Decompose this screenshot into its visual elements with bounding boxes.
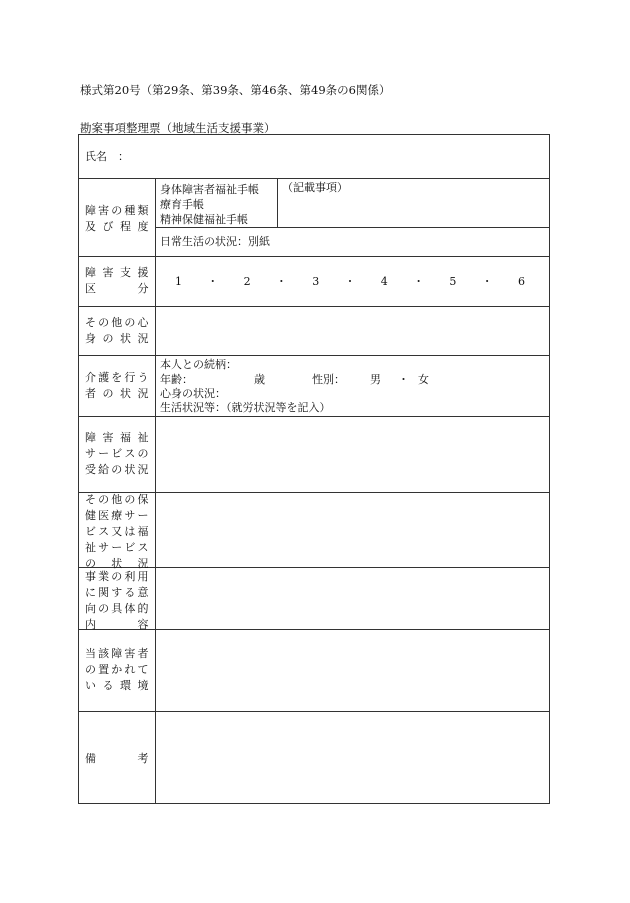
label-char: そ <box>85 493 97 506</box>
gender-female: 女 <box>418 373 429 386</box>
row-divider <box>155 227 550 228</box>
label-char: 利 <box>124 570 136 583</box>
label-char: ス <box>98 525 110 538</box>
label-char: 障 <box>85 266 97 279</box>
row-divider <box>78 711 550 712</box>
label-line <box>85 281 149 297</box>
label-char: 置 <box>98 663 110 676</box>
level-option: 6 <box>517 275 525 288</box>
label-char: の <box>111 570 123 583</box>
label-char: い <box>85 679 97 692</box>
label-char: 保 <box>137 493 149 506</box>
handbook-list <box>160 182 259 227</box>
label-char: 内 <box>85 618 97 631</box>
label-char: 及 <box>85 220 97 233</box>
name-label: 氏名 ： <box>85 150 129 163</box>
label-char: に <box>85 586 97 599</box>
label-char: 介 <box>85 371 97 384</box>
label-char: る <box>124 586 136 599</box>
label-char: び <box>102 220 114 233</box>
label-char: 業 <box>98 570 110 583</box>
row-divider <box>78 355 550 356</box>
label-line <box>85 315 149 331</box>
label-char: ー <box>111 541 123 554</box>
label-char: 又 <box>111 525 123 538</box>
caregiver-relationship: 本人との続柄： <box>160 358 237 371</box>
other-condition-label <box>85 315 149 347</box>
usage-intent-label <box>85 569 149 633</box>
label-char: 福 <box>120 431 132 444</box>
label-line <box>85 462 149 478</box>
label-char: 容 <box>137 618 149 631</box>
handbook-mental: 精神保健福祉手帳 <box>160 213 248 226</box>
label-char: 行 <box>124 371 136 384</box>
label-line <box>85 646 149 662</box>
label-char: 者 <box>137 647 149 660</box>
form-subtitle: 勘案事項整理票（地域生活支援事業） <box>80 121 276 135</box>
label-char: を <box>111 371 123 384</box>
label-char: ー <box>137 509 149 522</box>
label-char: 者 <box>85 387 97 400</box>
remarks-label <box>85 751 149 767</box>
label-char: の <box>85 663 97 676</box>
label-char: る <box>102 679 114 692</box>
handbook-rehabilitation: 療育手帳 <box>160 198 204 211</box>
label-line <box>85 386 149 402</box>
daily-life-status: 日常生活の状況：別紙 <box>160 235 270 248</box>
label-char: 療 <box>111 509 123 522</box>
label-line <box>85 446 149 462</box>
level-option: 3 <box>312 275 320 288</box>
caregiver-condition: 心身の状況： <box>160 387 226 400</box>
label-char: て <box>137 663 149 676</box>
label-char: 健 <box>85 509 97 522</box>
level-option: 4 <box>380 275 388 288</box>
other-health-services-label <box>85 492 149 572</box>
level-separator: ・ <box>413 275 425 288</box>
label-char: ビ <box>124 541 136 554</box>
caregiver-label <box>85 370 149 402</box>
label-char: は <box>124 525 136 538</box>
label-char: サ <box>85 447 97 460</box>
label-char: 他 <box>111 316 123 329</box>
label-char: 程 <box>120 220 132 233</box>
handbook-column-divider <box>277 178 278 227</box>
label-char: 考 <box>137 752 149 765</box>
label-char: 身 <box>85 332 97 345</box>
label-line <box>85 540 149 556</box>
label-char: 具 <box>111 602 123 615</box>
label-line <box>85 265 149 281</box>
label-char: 況 <box>137 463 149 476</box>
caregiver-gender-label: 性別： <box>312 373 345 386</box>
label-char: 状 <box>111 557 123 570</box>
row-divider <box>78 416 550 417</box>
label-char: 関 <box>98 586 110 599</box>
label-char: 度 <box>137 220 149 233</box>
label-char: 況 <box>137 332 149 345</box>
label-line <box>85 331 149 347</box>
label-char: 支 <box>120 266 132 279</box>
label-char: サ <box>98 541 110 554</box>
label-char: 状 <box>120 332 132 345</box>
label-char: 給 <box>98 463 110 476</box>
label-char: 心 <box>137 316 149 329</box>
label-char: 障 <box>85 204 97 217</box>
label-line <box>85 508 149 524</box>
label-column-divider <box>155 178 156 804</box>
label-char: 他 <box>111 493 123 506</box>
label-char: 害 <box>98 204 110 217</box>
gender-male: 男 <box>370 373 381 386</box>
level-separator: ・ <box>275 275 287 288</box>
label-char: 備 <box>85 752 97 765</box>
label-char: 祉 <box>137 431 149 444</box>
label-char: 的 <box>137 602 149 615</box>
label-char: 当 <box>85 647 97 660</box>
label-char: の <box>124 493 136 506</box>
level-option: 5 <box>449 275 457 288</box>
label-line <box>85 492 149 508</box>
label-char: 用 <box>137 570 149 583</box>
label-char: 医 <box>98 509 110 522</box>
label-char: 該 <box>98 647 110 660</box>
label-char: 体 <box>124 602 136 615</box>
label-char: 障 <box>85 431 97 444</box>
support-level-label <box>85 265 149 297</box>
label-char: 類 <box>137 204 149 217</box>
label-line <box>85 370 149 386</box>
label-char: す <box>111 586 123 599</box>
label-char: 環 <box>120 679 132 692</box>
row-divider <box>78 178 550 179</box>
label-char: の <box>111 463 123 476</box>
label-line <box>85 430 149 446</box>
label-char: か <box>111 663 123 676</box>
label-char: 障 <box>111 647 123 660</box>
label-char: の <box>98 316 110 329</box>
label-char: 区 <box>85 282 97 295</box>
caregiver-living-status: 生活状況等：（就労状況等を記入） <box>160 401 331 414</box>
label-char: 事 <box>85 570 97 583</box>
label-char: の <box>137 447 149 460</box>
label-char: ー <box>98 447 110 460</box>
gender-separator: ・ <box>398 373 409 386</box>
label-char: う <box>137 371 149 384</box>
welfare-services-label <box>85 430 149 478</box>
label-char: 況 <box>137 557 149 570</box>
level-separator: ・ <box>344 275 356 288</box>
level-option: 2 <box>243 275 251 288</box>
label-char: の <box>85 557 97 570</box>
label-char: 意 <box>137 586 149 599</box>
form-number-title: 様式第20号（第29条、第39条、第46条、第49条の6関係） <box>80 83 391 97</box>
label-char: 状 <box>124 463 136 476</box>
label-char: 境 <box>137 679 149 692</box>
label-char: の <box>124 316 136 329</box>
label-char: の <box>98 602 110 615</box>
label-line <box>85 524 149 540</box>
level-separator: ・ <box>207 275 219 288</box>
label-char: の <box>111 204 123 217</box>
caregiver-age-label: 年齢： <box>160 373 193 386</box>
label-line <box>85 601 149 617</box>
level-option: 1 <box>175 275 182 288</box>
disability-type-label <box>85 203 149 235</box>
label-char: 害 <box>102 431 114 444</box>
label-char: の <box>102 387 114 400</box>
label-char: ビ <box>111 447 123 460</box>
label-line <box>85 678 149 694</box>
label-line <box>85 617 149 633</box>
label-char: ビ <box>85 525 97 538</box>
caregiver-age-unit: 歳 <box>254 373 265 386</box>
handbook-physical: 身体障害者福祉手帳 <box>160 183 259 196</box>
row-divider <box>78 256 550 257</box>
label-char: 援 <box>137 266 149 279</box>
label-char: 分 <box>137 282 149 295</box>
label-line <box>85 662 149 678</box>
notes-heading: （記載事項） <box>282 181 348 194</box>
label-char: 種 <box>124 204 136 217</box>
environment-label <box>85 646 149 694</box>
label-char: ス <box>124 447 136 460</box>
label-line <box>85 569 149 585</box>
label-char: 受 <box>85 463 97 476</box>
label-char: 福 <box>137 525 149 538</box>
label-line <box>85 203 149 219</box>
row-divider <box>78 306 550 307</box>
label-char: 害 <box>102 266 114 279</box>
label-char: 祉 <box>85 541 97 554</box>
label-line <box>85 219 149 235</box>
label-char: ス <box>137 541 149 554</box>
label-line <box>85 751 149 767</box>
support-level-options <box>175 275 525 289</box>
label-char: の <box>102 332 114 345</box>
label-char: サ <box>124 509 136 522</box>
label-line <box>85 585 149 601</box>
label-char: 害 <box>124 647 136 660</box>
label-char: 状 <box>120 387 132 400</box>
label-char: 護 <box>98 371 110 384</box>
label-char: そ <box>85 316 97 329</box>
label-char: れ <box>124 663 136 676</box>
label-char: 向 <box>85 602 97 615</box>
label-char: の <box>98 493 110 506</box>
label-char: 況 <box>137 387 149 400</box>
level-separator: ・ <box>481 275 493 288</box>
